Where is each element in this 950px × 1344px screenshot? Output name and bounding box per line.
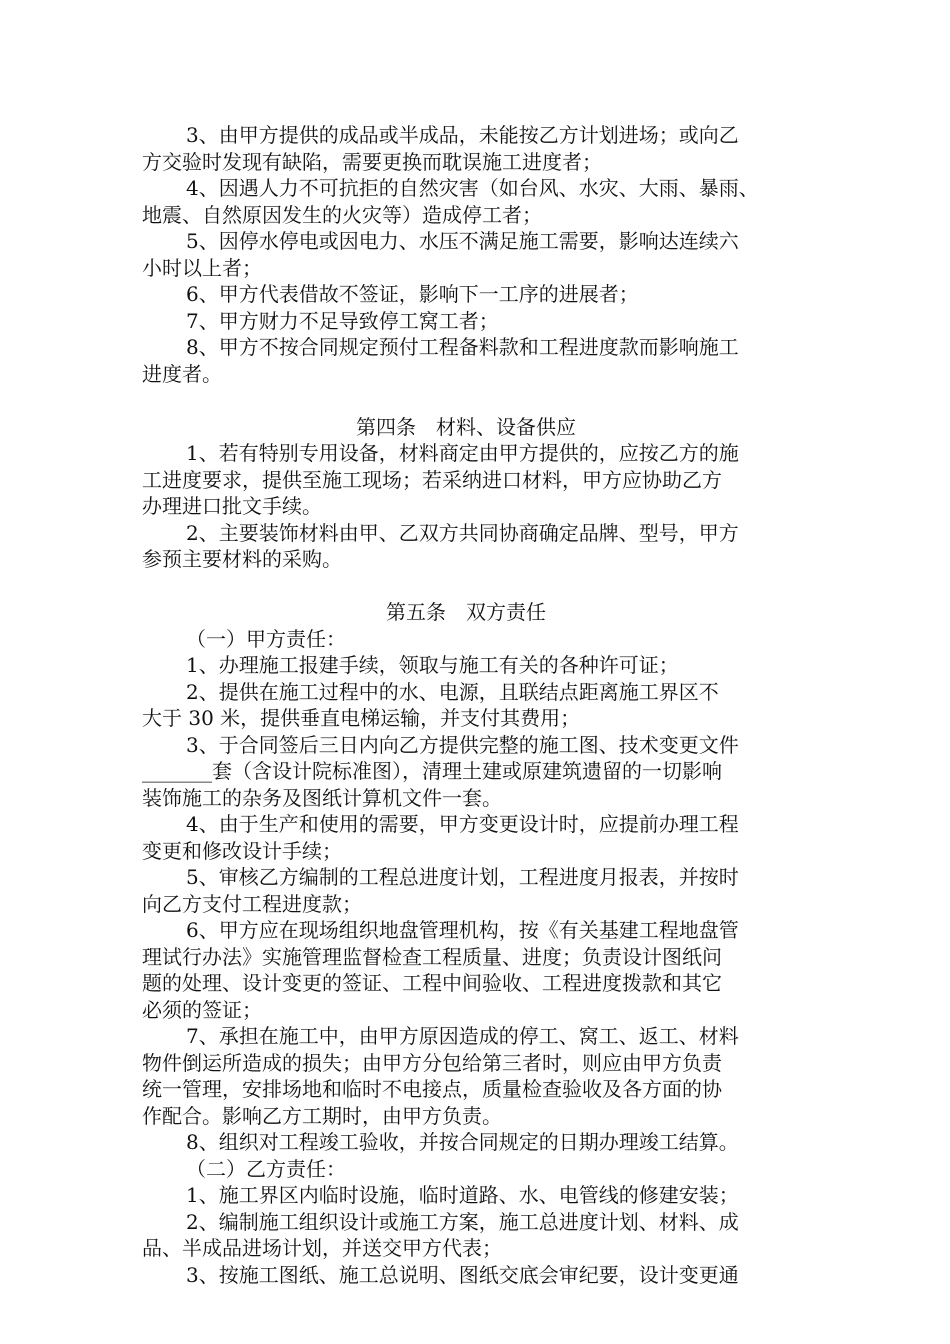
paragraph-first-line: 1、若有特别专用设备，材料商定由甲方提供的，应按乙方的施 xyxy=(186,441,739,465)
paragraph-first-line: 1、办理施工报建手续，领取与施工有关的各种许可证； xyxy=(186,653,679,677)
paragraph-first-line: 2、编制施工组织设计或施工方案，施工总进度计划、材料、成 xyxy=(186,1209,739,1234)
paragraph-first-line: 5、因停水停电或因电力、水压不满足施工需要，影响达连续六 xyxy=(186,229,739,253)
paragraph-first-line: 4、因遇人力不可抗拒的自然灾害（如台风、水灾、大雨、暴雨、 xyxy=(186,176,759,200)
paragraph-first-line: 8、组织对工程竣工验收，并按合同规定的日期办理竣工结算。 xyxy=(186,1130,739,1154)
paragraph-first-line: 3、由甲方提供的成品或半成品，未能按乙方计划进场；或向乙 xyxy=(186,123,739,147)
paragraph-line: 进度者。 xyxy=(142,361,222,386)
paragraph-line: 大于 30 米，提供垂直电梯运输，并支付其费用； xyxy=(142,706,581,730)
paragraph-line: 必须的签证； xyxy=(142,997,262,1022)
paragraph-first-line: 7、承担在施工中，由甲方原因造成的停工、窝工、返工、材料 xyxy=(186,1024,739,1048)
paragraph-line: 作配合。影响乙方工期时，由甲方负责。 xyxy=(142,1103,502,1128)
paragraph-line: 统一管理，安排场地和临时不电接点，质量检查验收及各方面的协 xyxy=(142,1077,722,1101)
paragraph-first-line: 6、甲方应在现场组织地盘管理机构，按《有关基建工程地盘管 xyxy=(186,918,739,942)
document-body xyxy=(142,122,812,1288)
paragraph-line: _______套（含设计院标准图），清理土建或原建筑遗留的一切影响 xyxy=(142,759,722,783)
paragraph-first-line: 2、主要装饰材料由甲、乙双方共同协商确定品牌、型号，甲方 xyxy=(186,520,739,545)
paragraph-first-line: （二）乙方责任： xyxy=(186,1156,346,1181)
section-heading: 第五条 双方责任 xyxy=(386,600,546,624)
paragraph-line: 题的处理、设计变更的签证、工程中间验收、工程进度拨款和其它 xyxy=(142,971,722,995)
blank-line xyxy=(142,573,812,600)
paragraph-line: 办理进口批文手续。 xyxy=(142,494,322,518)
paragraph-first-line: 3、按施工图纸、施工总说明、图纸交底会审纪要，设计变更通 xyxy=(186,1262,739,1287)
paragraph-line: 品、半成品进场计划，并送交甲方代表； xyxy=(142,1236,502,1260)
paragraph-line: 小时以上者； xyxy=(142,255,262,280)
paragraph-line: 方交验时发现有缺陷，需要更换而耽误施工进度者； xyxy=(142,149,602,174)
paragraph-first-line: 8、甲方不按合同规定预付工程备料款和工程进度款而影响施工 xyxy=(186,335,739,359)
paragraph-line: 向乙方支付工程进度款； xyxy=(142,891,362,916)
paragraph-line: 理试行办法》实施管理监督检查工程质量、进度；负责设计图纸问 xyxy=(142,944,722,969)
paragraph-line: 工进度要求，提供至施工现场；若采纳进口材料，甲方应协助乙方 xyxy=(142,467,722,492)
paragraph-first-line: 5、审核乙方编制的工程总进度计划，工程进度月报表，并按时 xyxy=(186,865,739,889)
paragraph-line: 物件倒运所造成的损失；由甲方分包给第三者时，则应由甲方负责 xyxy=(142,1050,722,1075)
paragraph-first-line: 4、由于生产和使用的需要，甲方变更设计时，应提前办理工程 xyxy=(186,812,739,836)
section-heading: 第四条 材料、设备供应 xyxy=(356,414,576,439)
paragraph-line: 装饰施工的杂务及图纸计算机文件一套。 xyxy=(142,785,502,810)
paragraph-first-line: 2、提供在施工过程中的水、电源，且联结点距离施工界区不 xyxy=(186,679,719,704)
paragraph-first-line: 6、甲方代表借故不签证，影响下一工序的进展者； xyxy=(186,282,639,306)
paragraph-line: 参预主要材料的采购。 xyxy=(142,547,342,571)
paragraph-first-line: 7、甲方财力不足导致停工窝工者； xyxy=(186,308,499,333)
paragraph-first-line: 1、施工界区内临时设施，临时道路、水、电管线的修建安装； xyxy=(186,1183,739,1207)
paragraph-line: 地震、自然原因发生的火灾等）造成停工者； xyxy=(142,202,542,227)
blank-line xyxy=(142,387,812,414)
paragraph-first-line: 3、于合同签后三日内向乙方提供完整的施工图、技术变更文件 xyxy=(186,732,739,757)
paragraph-line: 变更和修改设计手续； xyxy=(142,838,342,863)
paragraph-first-line: （一）甲方责任： xyxy=(186,626,346,651)
